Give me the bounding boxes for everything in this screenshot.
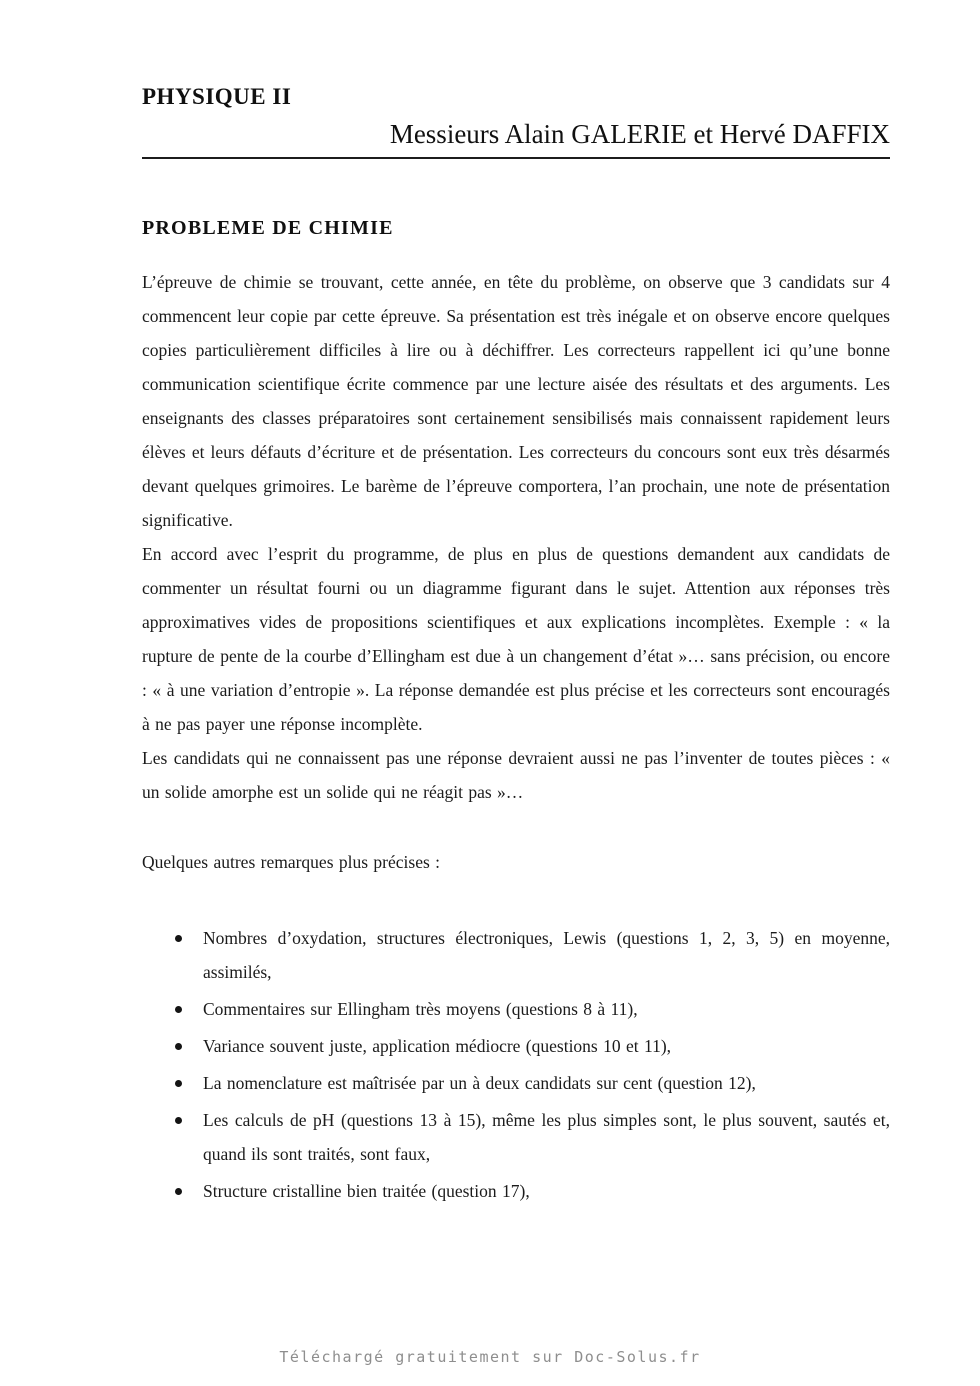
list-item-text: Commentaires sur Ellingham très moyens (questions 8 à 11), bbox=[203, 999, 638, 1019]
list-item-text: Nombres d’oxydation, structures électroniques, Lewis (questions 1, 2, 3, 5) en moyenne, assimilés, bbox=[203, 928, 890, 982]
paragraph-inventions: Les candidats qui ne connaissent pas une réponse devraient aussi ne pas l’inventer de toutes pièces : « un solide amorphe est un solide qui ne réagit pas »… bbox=[142, 748, 890, 802]
list-item-text: Les calculs de pH (questions 13 à 15), même les plus simples sont, le plus souvent, sautés et, quand ils sont traités, sont faux, bbox=[203, 1110, 890, 1164]
document-content bbox=[142, 0, 890, 1208]
bullet-icon bbox=[175, 1188, 182, 1195]
bullet-icon bbox=[175, 1117, 182, 1124]
list-item-text: La nomenclature est maîtrisée par un à deux candidats sur cent (question 12), bbox=[203, 1073, 756, 1093]
paragraph-presentation: L’épreuve de chimie se trouvant, cette année, en tête du problème, on observe que 3 candidats sur 4 commencent leur copie par cette épreuve. Sa présentation est très inégale et on observe encore quelques copies particulièrement difficiles à lire ou à déchiffrer. Les correcteurs rappellent ici qu’une bonne communication scientifique écrite commence par une lecture aisée des résultats et des arguments. Les enseignants des classes préparatoires sont certainement sensibilisés mais connaissent rapidement leurs élèves et leurs défauts d’écriture et de présentation. Les correcteurs du concours sont eux très désarmés devant quelques grimoires. Le barème de l’épreuve comportera, l’an prochain, une note de présentation significative. bbox=[142, 272, 890, 530]
list-item bbox=[142, 1066, 890, 1100]
bullet-icon bbox=[175, 935, 182, 942]
list-item-text: Structure cristalline bien traitée (question 17), bbox=[203, 1181, 530, 1201]
bullet-icon bbox=[175, 1043, 182, 1050]
paragraph-remarks-intro: Quelques autres remarques plus précises : bbox=[142, 852, 441, 872]
paragraph-programme: En accord avec l’esprit du programme, de plus en plus de questions demandent aux candidats de commenter un résultat fourni ou un diagramme figurant dans le sujet. Attention aux réponses très approximatives vides de propositions scientifiques et aux explications incomplètes. Exemple : « la rupture de pente de la courbe d’Ellingham est due à un changement d’état »… sans précision, ou encore : « à une variation d’entropie ». La réponse demandée est plus précise et les correcteurs sont encouragés à ne pas payer une réponse incomplète. bbox=[142, 544, 890, 734]
list-item-text: Variance souvent juste, application médiocre (questions 10 et 11), bbox=[203, 1036, 672, 1056]
authors-line: Messieurs Alain GALERIE et Hervé DAFFIX bbox=[389, 119, 890, 149]
section-heading: PROBLEME DE CHIMIE bbox=[142, 217, 394, 239]
watermark-text: Téléchargé gratuitement sur Doc-Solus.fr bbox=[279, 1348, 701, 1366]
list-item bbox=[142, 1029, 890, 1063]
list-item bbox=[142, 921, 890, 989]
bullet-icon bbox=[175, 1080, 182, 1087]
course-title: PHYSIQUE II bbox=[142, 84, 292, 109]
remarks-list bbox=[142, 921, 890, 1208]
list-item bbox=[142, 1174, 890, 1208]
bullet-icon bbox=[175, 1006, 182, 1013]
document-header bbox=[142, 0, 890, 159]
list-item bbox=[142, 992, 890, 1026]
list-item bbox=[142, 1103, 890, 1171]
